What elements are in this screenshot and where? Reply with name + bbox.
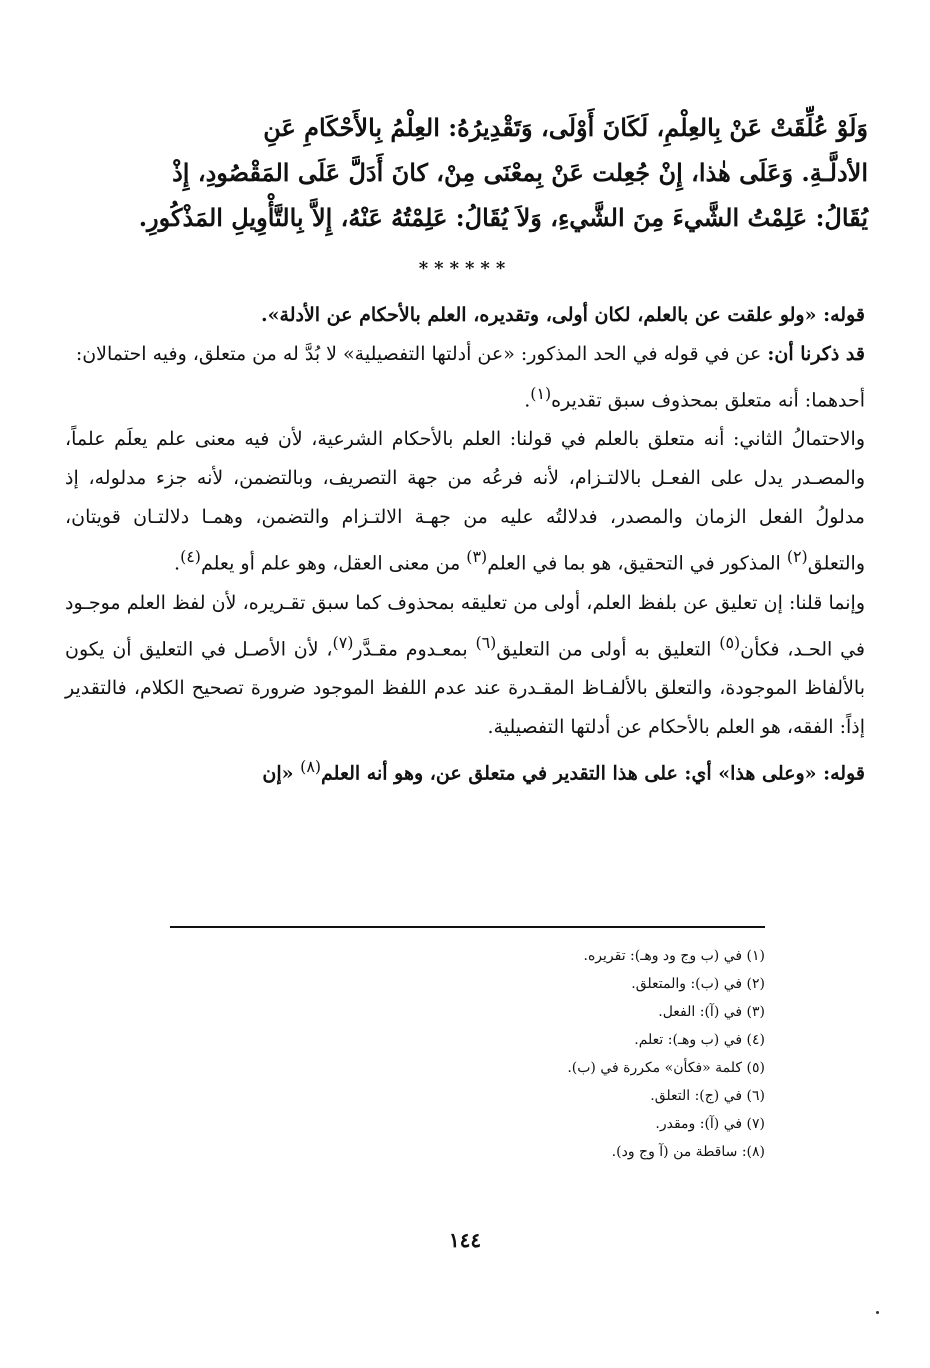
footnote-divider — [170, 926, 765, 928]
paragraph-end: . — [524, 389, 531, 412]
footnote: (٥) كلمة «فكأن» مكررة في (ب). — [567, 1060, 765, 1076]
commentary-paragraph — [65, 747, 865, 793]
paragraph-lead: قد ذكرنا أن: — [767, 343, 865, 365]
paragraph-text: عن في قوله في الحد المذكور: «عن أدلتها التفصيلية» لا بُدَّ له من متعلق، وفيه احتمالان: — [75, 343, 762, 365]
commentary-paragraph — [65, 374, 865, 420]
quoted-text: قوله: «وعلى هذا» أي: على هذا التقدير في متعلق عن، وهو أنه العلم — [321, 762, 865, 785]
footnote: (٣) في (آ): الفعل. — [658, 1004, 765, 1020]
section-separator: ****** — [418, 258, 512, 279]
footnote: (٦) في (ج): التعلق. — [650, 1088, 765, 1104]
matn-line: وَلَوْ عُلِّقَتْ عَنْ بِالعِلْمِ، لَكَانَ أَوْلَى، وَتَقْدِيرُهُ: العِلْمُ بِالأَحْكَامِ عَنِ — [263, 113, 868, 142]
quoted-text: قوله: «ولو علقت عن بالعلم، لكان أولى، وتقديره، العلم بالأحكام عن الأدلة». — [261, 304, 865, 326]
paragraph-text: والاحتمالُ الثاني: أنه متعلق بالعلم في قولنا: العلم بالأحكام الشرعية، لأن فيه معنى علم يعلَم علماً، والمصـدر يدل على الفعـل بالالتـزام، لأنه فرعُه من جهة التصريف، وبالتضمن، لأنه جزء مدلوله، إذ مدلولُ الفعل الزمان والمصدر، فدلالتُه عليه من جهـة الالتـزام والتضمن، وهمـا دلالتـان قويتان، والتعلق — [65, 428, 865, 575]
footnote-ref: (٦) — [475, 632, 497, 652]
page-number: ١٤٤ — [448, 1228, 482, 1252]
matn-line: الأدلَّـةِ. وَعَلَى هٰذا، إِنْ جُعِلت عَنْ بِمعْنَى مِنْ، كانَ أَدَلَّ عَلَى المَقْصُودِ، إِذْ — [172, 158, 868, 187]
footnote: (٧) في (آ): ومقدر. — [655, 1116, 765, 1132]
paragraph-end: ، لأن الأصـل في التعليق أن يكون بالألفاظ الموجودة، والتعلق بالألفـاظ المقـدرة عند عدم اللفظ الموجود ضرورة تصحيح الكلام، فالتقدير إذاً: الفقه، هو العلم بالأحكام عن أدلتها التفصيلية. — [65, 637, 865, 738]
footnote-ref: (٣) — [466, 547, 488, 567]
matn-text-block — [72, 105, 868, 240]
commentary-block — [65, 296, 865, 793]
paragraph-text: بمعـدوم مقـدَّر — [353, 637, 476, 660]
paragraph-text: من معنى العقل، وهو علم أو يعلم — [200, 552, 467, 575]
footnote-ref: (١) — [530, 384, 552, 403]
scan-speck — [876, 1311, 879, 1314]
footnote: (٨): ساقطة من (آ وج ود). — [611, 1144, 765, 1160]
commentary-paragraph — [65, 584, 865, 747]
footnote-ref: (٢) — [786, 547, 808, 567]
paragraph-text: أحدهما: أنه متعلق بمحذوف سبق تقديره — [551, 389, 865, 412]
paragraph-end: «إن — [262, 762, 301, 785]
commentary-paragraph — [65, 296, 865, 335]
footnote-ref: (٥) — [719, 632, 741, 652]
footnote-ref: (٨) — [300, 756, 322, 776]
commentary-paragraph — [65, 335, 865, 374]
paragraph-text: التعليق به أولى من التعليق — [496, 637, 720, 660]
commentary-paragraph — [65, 420, 865, 583]
matn-line: يُقَالُ: عَلِمْتُ الشَّيءَ مِنَ الشَّيءِ، وَلاَ يُقَالُ: عَلِمْتُهُ عَنْهُ، إِلاَّ بِالتَّأْوِيلِ المَذْكُورِ. — [138, 203, 868, 232]
paragraph-end: . — [174, 552, 181, 575]
footnote-ref: (٧) — [332, 632, 354, 652]
footnote: (١) في (ب وج ود وهـ): تقريره. — [583, 948, 765, 964]
footnotes — [170, 942, 765, 1166]
footnote: (٢) في (ب): والمتعلق. — [631, 976, 765, 992]
footnote-ref: (٤) — [180, 547, 201, 567]
paragraph-text: المذكور في التحقيق، هو بما في العلم — [487, 552, 787, 575]
paragraph-text: وإنما قلنا: إن تعليق عن بلفظ العلم، أولى من تعليقه بمحذوف كما سبق تقـريره، لأن لفظ العلم موجـود في الحـد، فكأن — [65, 591, 865, 660]
footnote: (٤) في (ب وهـ): تعلم. — [634, 1032, 765, 1048]
